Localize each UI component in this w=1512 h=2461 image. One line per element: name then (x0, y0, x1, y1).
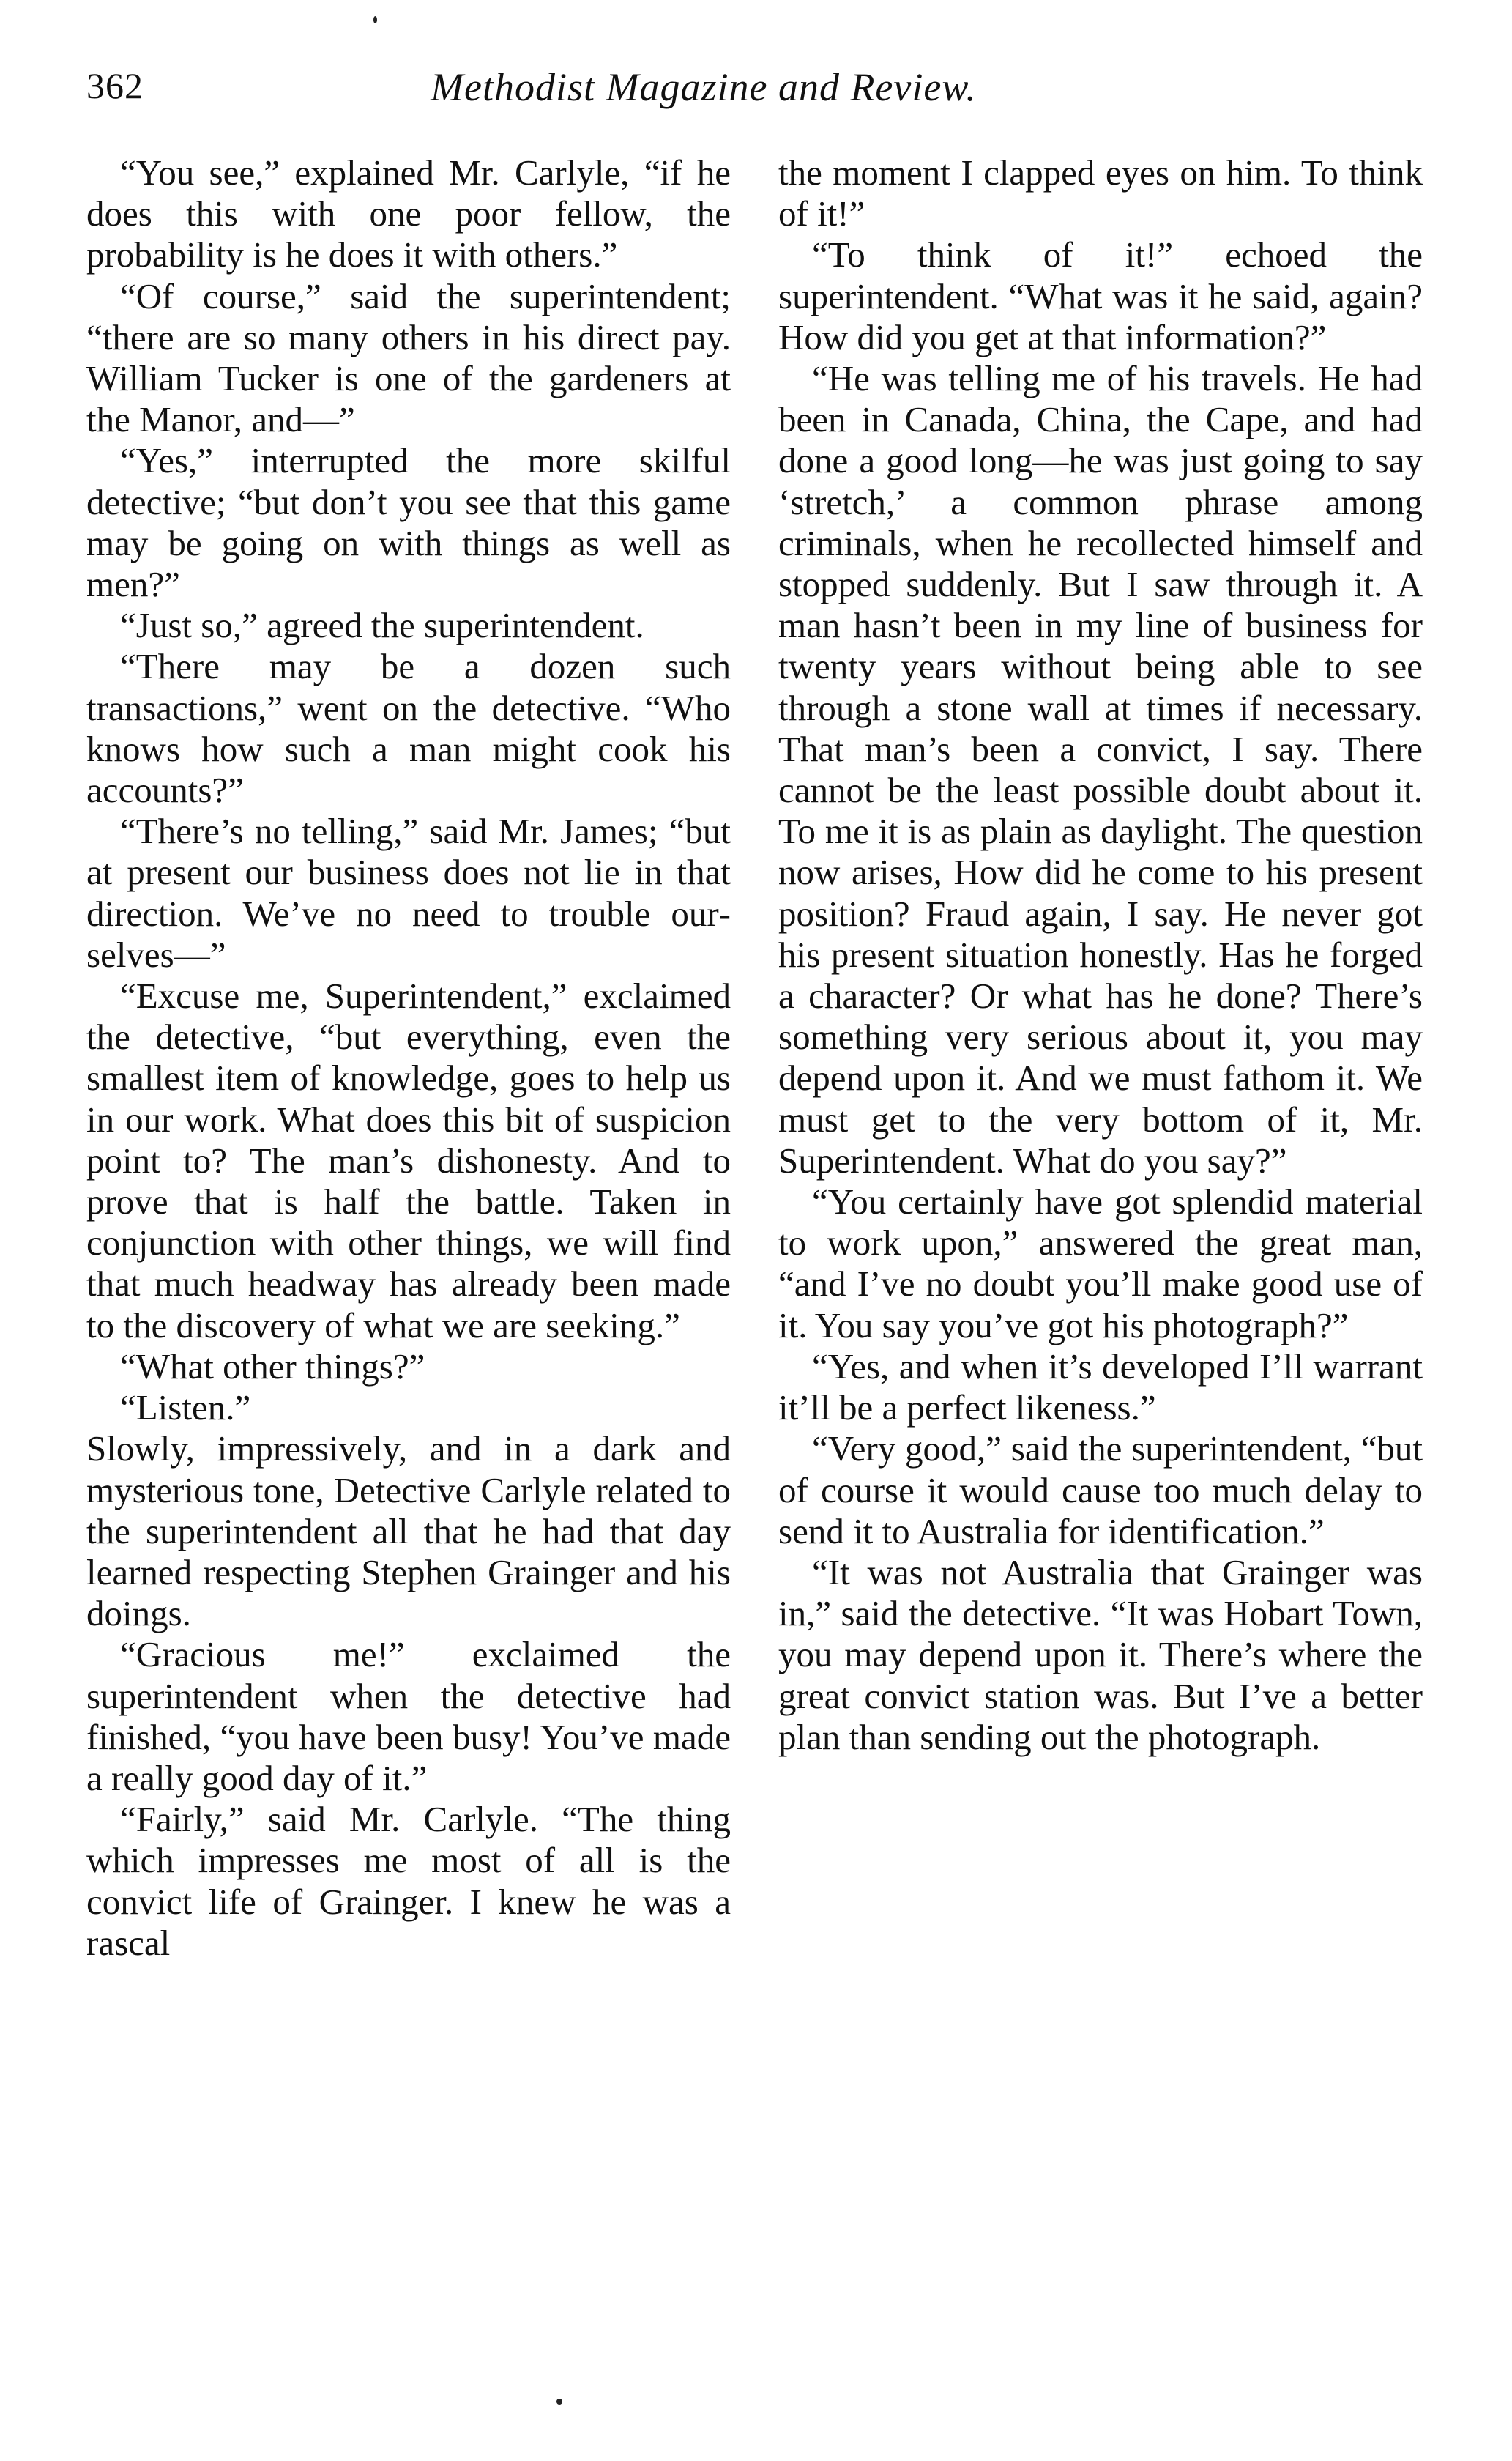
left-column-paragraph: “You see,” explained Mr. Carlyle, “if he does this with one poor fellow, the probability is he does it with others.” (86, 152, 731, 275)
right-column-paragraph: the moment I clapped eyes on him. To think of it!” (778, 152, 1423, 234)
left-column-paragraph: Slowly, impressively, and in a dark and mysterious tone, Detective Carlyle related to the superintendent all that he had that day learned respecting Stephen Grainger and his doings. (86, 1428, 731, 1634)
running-title: Methodist Magazine and Review. (431, 65, 977, 109)
left-column-paragraph: “Listen.” (120, 1387, 251, 1428)
print-speck (373, 16, 377, 23)
right-column-paragraph: “He was telling me of his travels. He had been in Canada, China, the Cape, and had done a good long—he was just going to say ‘stretch,’ a common phrase among criminals, when he recollected himself and stopped suddenly. But I saw through it. A man hasn’t been in my line of business for twenty years without being able to see through a stone wall at times if necessary. That man’s been a convict, I say. There cannot be the least possible doubt about it. To me it is as plain as daylight. The question now arises, How did he come to his present position? Fraud again, I say. He never got his present situation honestly. Has he forged a character? Or what has he done? There’s something very serious about it, you may depend upon it. And we must fathom it. We must get to the very bottom of it, Mr. Superintendent. What do you say?” (778, 358, 1423, 1181)
left-column-paragraph: “What other things?” (120, 1345, 425, 1387)
left-column-paragraph: “There may be a dozen such transactions,” went on the detective. “Who knows how such a man might cook his accounts?” (86, 646, 731, 811)
left-column-paragraph: “Yes,” interrupted the more skilful detective; “but don’t you see that this game may be going on with things as well as men?” (86, 440, 731, 605)
right-column-paragraph: “It was not Australia that Grainger was in,” said the detective. “It was Hobart Town, you may depend upon it. There’s where the great convict station was. But I’ve a better plan than sending out the photograph. (778, 1551, 1423, 1757)
right-column-paragraph: “You certainly have got splendid material to work upon,” answered the great man, “and I’ve no doubt you’ll make good use of it. You say you’ve got his photograph?” (778, 1181, 1423, 1345)
right-column-paragraph: “Yes, and when it’s developed I’ll warrant it’ll be a perfect likeness.” (778, 1345, 1423, 1428)
left-column-paragraph: “Gracious me!” exclaimed the superintendent when the detective had finished, “you have been busy! You’ve made a really good day of it.” (86, 1634, 731, 1798)
left-column-paragraph: “There’s no telling,” said Mr. James; “but at present our business does not lie in that direction. We’ve no need to trouble ourselves—” (86, 811, 731, 975)
right-column-paragraph: “Very good,” said the superintendent, “but of course it would cause too much delay to send it to Australia for identification.” (778, 1428, 1423, 1551)
print-speck (556, 2399, 562, 2405)
page-header (86, 64, 1426, 130)
right-column-paragraph: “To think of it!” echoed the superintendent. “What was it he said, again? How did you get at that information?” (778, 234, 1423, 357)
left-column-paragraph: “Fairly,” said Mr. Carlyle. “The thing which impresses me most of all is the convict life of Grainger. I knew he was a rascal (86, 1799, 731, 1963)
left-column-paragraph: “Just so,” agreed the superintendent. (120, 605, 644, 646)
left-text-column (86, 152, 731, 2364)
page-number: 362 (86, 65, 144, 106)
right-text-column (778, 152, 1423, 2364)
left-column-paragraph: “Excuse me, Superintendent,” exclaimed the detective, “but everything, even the smallest item of knowledge, goes to help us in our work. What does this bit of suspicion point to? The man’s dishonesty. And to prove that is half the battle. Taken in conjunction with other things, we will find that much headway has already been made to the discovery of what we are seeking.” (86, 976, 731, 1345)
left-column-paragraph: “Of course,” said the superintendent; “there are so many others in his direct pay. William Tucker is one of the gardeners at the Manor, and—” (86, 275, 731, 440)
